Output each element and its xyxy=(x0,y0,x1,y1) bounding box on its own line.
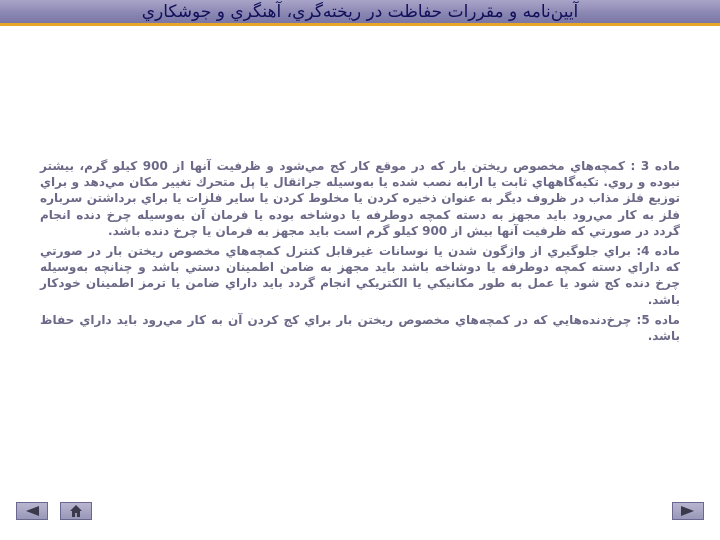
home-button[interactable] xyxy=(60,502,92,520)
article-label: ماده 5: xyxy=(636,312,680,327)
title-bar xyxy=(0,0,720,26)
page-title: آيين‌نامه و مقررات حفاظت در ريخته‌گري، آهنگري و جوشكاري xyxy=(141,2,579,22)
article-4 xyxy=(40,243,680,308)
next-slide-button[interactable] xyxy=(672,502,704,520)
previous-slide-button[interactable] xyxy=(16,502,48,520)
article-text: براي جلوگيري از واژگون شدن يا نوسانات غيرقابل كنترل كمچه‌هاي مخصوص ريختن بار در صورتي كه داراي دسته كمچه دوطرفه يا دوشاخه باشد بايد مجهز به ضامن اطمينان دستي باشد و چنانچه به‌وسيله چرخ دنده كج شود يا عمل به طور مكانيكي يا الكتريكي انجام گردد بايد داراي ضامن يا ترمز اطمينان خودكار باشد. xyxy=(40,244,680,307)
triangle-right-icon xyxy=(673,503,703,519)
article-text: كمچه‌هاي مخصوص ريختن بار كه در موقع كار كج مي‌شود و ظرفيت آنها از 900 كيلو گرم، بيشتر نبوده و روي. تكيه‌گاههاي ثابت يا ارابه نصب شده يا به‌وسيله جراثقال يا پل متحرك تغيير مكان مي‌دهد و براي توزيع فلز مذاب در ظروف ديگر به عنوان ذخيره كردن يا مخلوط كردن يا ساير فلزات يا براي برداشتن سرباره فلز به كار مي‌رود بايد مجهز به دسته كمچه دوطرفه يا دوشاخه بوده يا فرمان آن به‌وسيله چرخ دنده انجام گردد در صورتي كه ظرفيت آنها بيش از 900 كيلو گرم است بايد مجهز به فرمان يا چرخ دنده باشد. xyxy=(40,159,680,238)
article-3 xyxy=(40,158,680,239)
article-label: ماده 4: xyxy=(636,244,680,259)
triangle-left-icon xyxy=(17,503,47,519)
article-text: چرخ‌دنده‌هايي كه در كمچه‌هاي مخصوص ريختن بار براي كج كردن آن به كار مي‌رود بايد داراي حفاظ باشد. xyxy=(40,312,680,344)
article-5 xyxy=(40,312,680,344)
home-icon xyxy=(61,503,91,519)
article-label: ماده 3 : xyxy=(630,159,681,173)
slide-content xyxy=(40,158,680,348)
